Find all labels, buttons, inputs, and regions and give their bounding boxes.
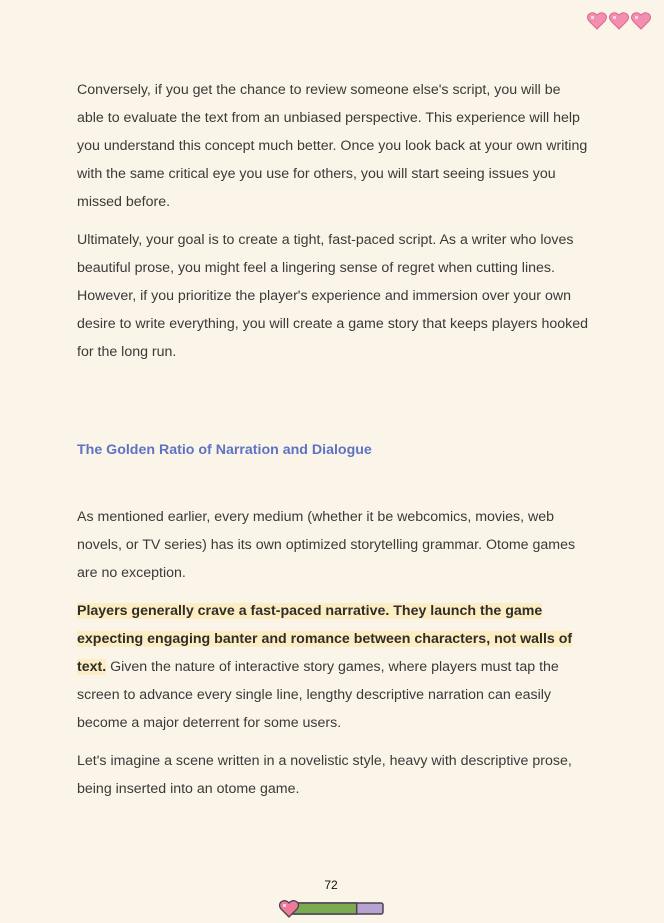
paragraph-intro: As mentioned earlier, every medium (whether it be webcomics, movies, web novels, or TV series) has its own optimized storytelling grammar. Otome games are no exception. <box>77 509 576 581</box>
paragraph-closing: Let's imagine a scene written in a novelistic style, heavy with descriptive prose, being inserted into an otome game. <box>77 753 572 797</box>
paragraph-ultimately: Ultimately, your goal is to create a tight, fast-paced script. As a writer who loves beautiful prose, you might feel a lingering sense of regret when cutting lines. However, if you prioritize the player's experience and immersion over your own desire to write everything, you will create a game story that keeps players hooked for the long run. <box>77 232 589 360</box>
page-number: 72 <box>324 878 338 892</box>
highlight-followup: Given the nature of interactive story games, where players must tap the screen to advance every single line, lengthy descriptive narration can easily become a major deterrent for some users. <box>77 659 559 731</box>
progress-fill <box>289 903 357 914</box>
heart-icon <box>609 12 629 30</box>
section-title: The Golden Ratio of Narration and Dialogue <box>77 442 372 458</box>
heart-icon <box>631 12 651 30</box>
heart-icon <box>587 12 607 30</box>
lives-hearts <box>587 12 651 30</box>
paragraph-highlight <box>77 597 589 737</box>
highlighted-text: Players generally crave a fast-paced narrative. They launch the game expecting engaging banter and romance between characters, not walls of text. <box>77 603 573 675</box>
page-content <box>77 76 589 813</box>
paragraph-review: Conversely, if you get the chance to review someone else's script, you will be able to evaluate the text from an unbiased perspective. This experience will help you understand this concept much better. Once you look back at your own writing with the same critical eye you use for others, you will start seeing issues you missed before. <box>77 82 588 210</box>
reading-progress-bar <box>279 898 385 918</box>
